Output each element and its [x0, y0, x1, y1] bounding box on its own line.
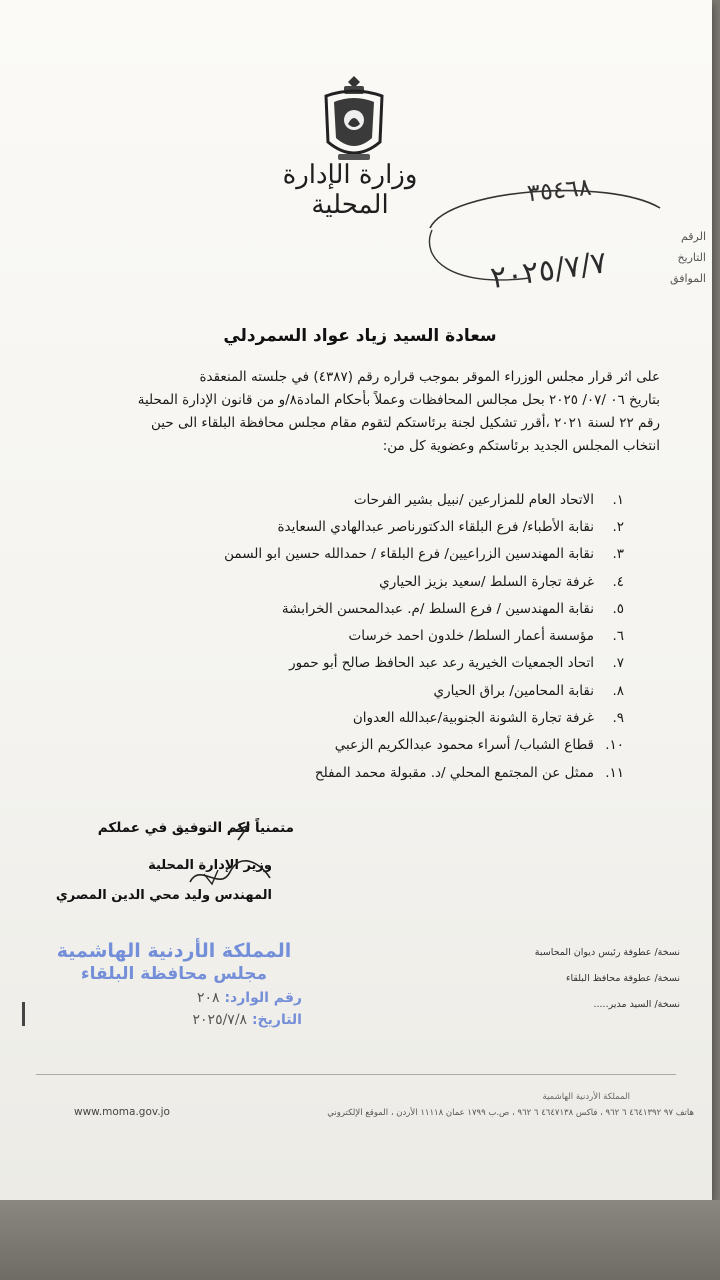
footer-divider: [36, 1074, 676, 1075]
member-name: نقابة المهندسين / فرع السلط /م. عبدالمحسن الخرابشة: [281, 600, 594, 617]
list-item: [64, 513, 624, 540]
member-name: اتحاد الجمعيات الخيرية رعد عبد الحافظ صالح أبو حمور: [289, 655, 594, 672]
member-number: ٩.: [612, 710, 624, 727]
signer-name: المهندس وليد محي الدين المصري: [55, 888, 272, 903]
list-item: [64, 568, 624, 595]
copy-recipient: نسخة/ عطوفة محافظ البلقاء: [566, 973, 680, 984]
member-number: ١١.: [605, 764, 624, 781]
footer-contact: هاتف ٩٧ ٤٦٤١٣٩٢ ٦ ٩٦٢ ، فاكس ٤٦٤٧١٣٨ ٦ ٩٦٢ ، ص.ب ١٧٩٩ عمان ١١١١٨ الأردن ، الموقع الإلكتروني: [327, 1108, 694, 1118]
body-line: بتاريخ ٠٦ /٠٧/ ٢٠٢٥ بحل مجالس المحافظات وعملاً بأحكام المادة٨/و من قانون الإدارة المحلية: [137, 392, 660, 408]
binding-mark-icon: [20, 1000, 28, 1028]
member-name: الاتحاد العام للمزارعين /نبيل بشير الفرحات: [353, 491, 594, 508]
stamp-incoming-number: [28, 990, 320, 1006]
list-item: [64, 541, 624, 568]
list-item: [64, 732, 624, 759]
letter-body: [40, 366, 660, 458]
list-item: [64, 486, 624, 513]
member-name: غرفة تجارة السلط /سعيد بزيز الحياري: [379, 573, 594, 590]
footer-kingdom: المملكة الأردنية الهاشمية: [542, 1092, 630, 1102]
list-item: [64, 595, 624, 622]
handwritten-reference: [410, 168, 670, 298]
member-number: ٧.: [612, 655, 624, 672]
label-corresponding: الموافق: [670, 272, 706, 285]
signer-title: وزير الإدارة المحلية: [148, 858, 272, 873]
label-date: التاريخ: [677, 251, 706, 264]
handwritten-date: ٢٠٢٥/٧/٧: [488, 245, 609, 297]
stamp-date-label: التاريخ:: [251, 1012, 302, 1028]
member-number: ٣.: [612, 546, 624, 563]
member-name: نقابة الأطباء/ فرع البلقاء الدكتورناصر عبدالهادي السعايدة: [277, 518, 594, 535]
member-number: ١٠.: [605, 737, 624, 754]
body-line: على اثر قرار مجلس الوزراء الموقر بموجب قراره رقم (٤٣٨٧) في جلسته المنعقدة: [199, 369, 660, 385]
copies-list: [535, 940, 680, 1018]
stamp-number-value: ٢٠٨: [197, 990, 220, 1006]
member-name: غرفة تجارة الشونة الجنوبية/عبدالله العدوان: [352, 710, 594, 727]
stamp-kingdom: المملكة الأردنية الهاشمية: [56, 940, 292, 962]
stamp-number-label: رقم الوارد:: [224, 990, 302, 1006]
background-surface: [0, 1200, 720, 1280]
member-number: ٢.: [612, 518, 624, 535]
member-name: نقابة المهندسين الزراعيين/ فرع البلقاء / حمدالله حسين ابو السمن: [224, 546, 594, 563]
copy-recipient: نسخة/ عطوفة رئيس ديوان المحاسبة: [534, 947, 680, 958]
copy-recipient: نسخة/ السيد مدير.....: [593, 999, 680, 1010]
list-item: [64, 677, 624, 704]
body-line: انتخاب المجلس الجديد برئاستكم وعضوية كل من:: [382, 438, 660, 454]
member-number: ١.: [612, 491, 624, 508]
member-name: نقابة المحامين/ براق الحياري: [433, 682, 594, 699]
closing-line: متمنياً لكم التوفيق في عملكم: [97, 820, 294, 836]
stamp-date-value: ٢٠٢٥/٧/٨: [192, 1012, 248, 1028]
member-name: قطاع الشباب/ أسراء محمود عبدالكريم الزعبي: [334, 737, 594, 754]
member-number: ٤.: [612, 573, 624, 590]
signature-icon: [170, 822, 280, 902]
member-number: ٨.: [612, 682, 624, 699]
member-name: ممثل عن المجتمع المحلي /د. مقبولة محمد المفلح: [314, 764, 594, 781]
body-line: رقم ٢٢ لسنة ٢٠٢١ ،أقرر تشكيل لجنة برئاستكم لتقوم مقام مجلس محافظة البلقاء الى حين: [150, 415, 660, 431]
label-number: الرقم: [680, 230, 706, 243]
list-item: [64, 704, 624, 731]
member-number: ٦.: [612, 628, 624, 645]
stamp-council: مجلس محافظة البلقاء: [80, 964, 268, 984]
member-name: مؤسسة أعمار السلط/ خلدون احمد خرسات: [348, 628, 594, 645]
member-number: ٥.: [612, 600, 624, 617]
footer-website-link[interactable]: www.moma.gov.jo: [74, 1106, 170, 1118]
ministry-name: وزارة الإدارة المحلية: [282, 160, 418, 220]
handwritten-number: ٣٥٤٦٨: [525, 172, 593, 208]
coat-of-arms-icon: [318, 72, 390, 172]
incoming-stamp: [28, 940, 320, 1040]
list-item: [64, 622, 624, 649]
reference-labels: [670, 226, 706, 289]
list-item: [64, 759, 624, 786]
list-item: [64, 650, 624, 677]
stamp-date: [28, 1012, 320, 1028]
member-list: [64, 486, 624, 786]
greeting: سعادة السيد زياد عواد السمردلي: [223, 326, 497, 346]
